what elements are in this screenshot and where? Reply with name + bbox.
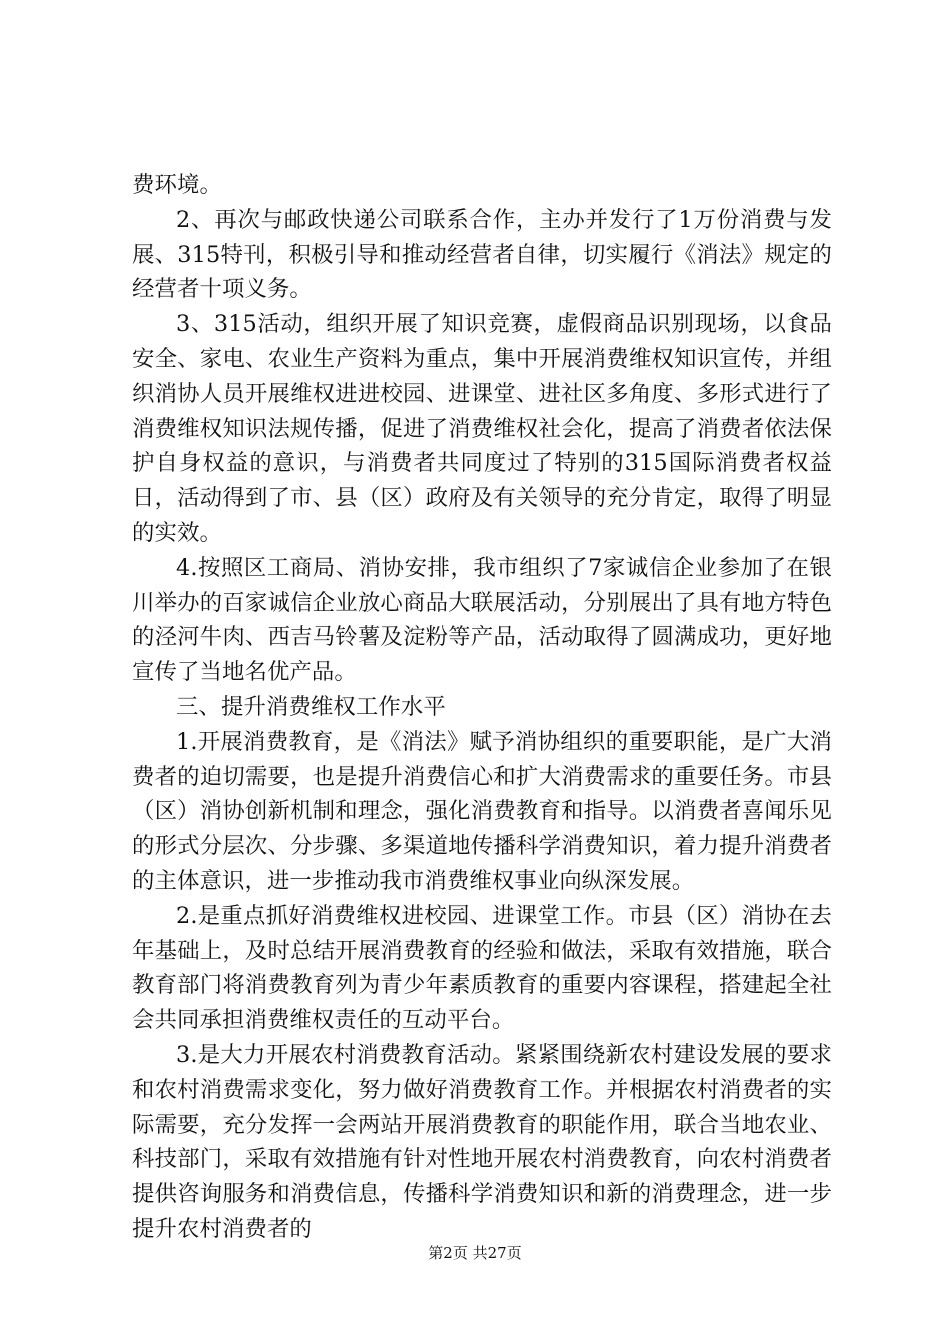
paragraph-item-4: 4.按照区工商局、消协安排，我市组织了7家诚信企业参加了在银川举办的百家诚信企业放心商品大联展活动，分别展出了具有地方特色的泾河牛肉、西吉马铃薯及淀粉等产品，活动取得了圆满成功，更好地宣传了当地名优产品。 xyxy=(132,554,832,686)
document-body xyxy=(132,168,832,1247)
page-number-footer: 第2页 共27页 xyxy=(428,1244,522,1262)
paragraph-continuation: 费环境。 xyxy=(132,172,222,198)
paragraph-section3-item-3: 3.是大力开展农村消费教育活动。紧紧围绕新农村建设发展的要求和农村消费需求变化，努力做好消费教育工作。并根据农村消费者的实际需要，充分发挥一会两站开展消费教育的职能作用，联合当地农业、科技部门，采取有效措施有针对性地开展农村消费教育，向农村消费者提供咨询服务和消费信息，传播科学消费知识和新的消费理念，进一步提升农村消费者的 xyxy=(132,1041,832,1242)
paragraph-item-3: 3、315活动，组织开展了知识竞赛，虚假商品识别现场，以食品安全、家电、农业生产资料为重点，集中开展消费维权知识宣传，并组织消协人员开展维权进进校园、进课堂、进社区多角度、多形式进行了消费维权知识法规传播，促进了消费维权社会化，提高了消费者依法保护自身权益的意识，与消费者共同度过了特别的315国际消费者权益日，活动得到了市、县（区）政府及有关领导的充分肯定，取得了明显的实效。 xyxy=(132,311,832,546)
paragraph-item-2: 2、再次与邮政快递公司联系合作，主办并发行了1万份消费与发展、315特刊，积极引导和推动经营者自律，切实履行《消法》规定的经营者十项义务。 xyxy=(132,206,832,303)
section-heading-3: 三、提升消费维权工作水平 xyxy=(176,693,446,720)
paragraph-section3-item-1: 1.开展消费教育，是《消法》赋予消协组织的重要职能，是广大消费者的迫切需要，也是提升消费信心和扩大消费需求的重要任务。市县（区）消协创新机制和理念，强化消费教育和指导。以消费者喜闻乐见的形式分层次、分步骤、多渠道地传播科学消费知识，着力提升消费者的主体意识，进一步推动我市消费维权事业向纵深发展。 xyxy=(132,728,832,894)
paragraph-section3-item-2: 2.是重点抓好消费维权进校园、进课堂工作。市县（区）消协在去年基础上，及时总结开展消费教育的经验和做法，采取有效措施，联合教育部门将消费教育列为青少年素质教育的重要内容课程，搭建起全社会共同承担消费维权责任的互动平台。 xyxy=(132,902,832,1034)
